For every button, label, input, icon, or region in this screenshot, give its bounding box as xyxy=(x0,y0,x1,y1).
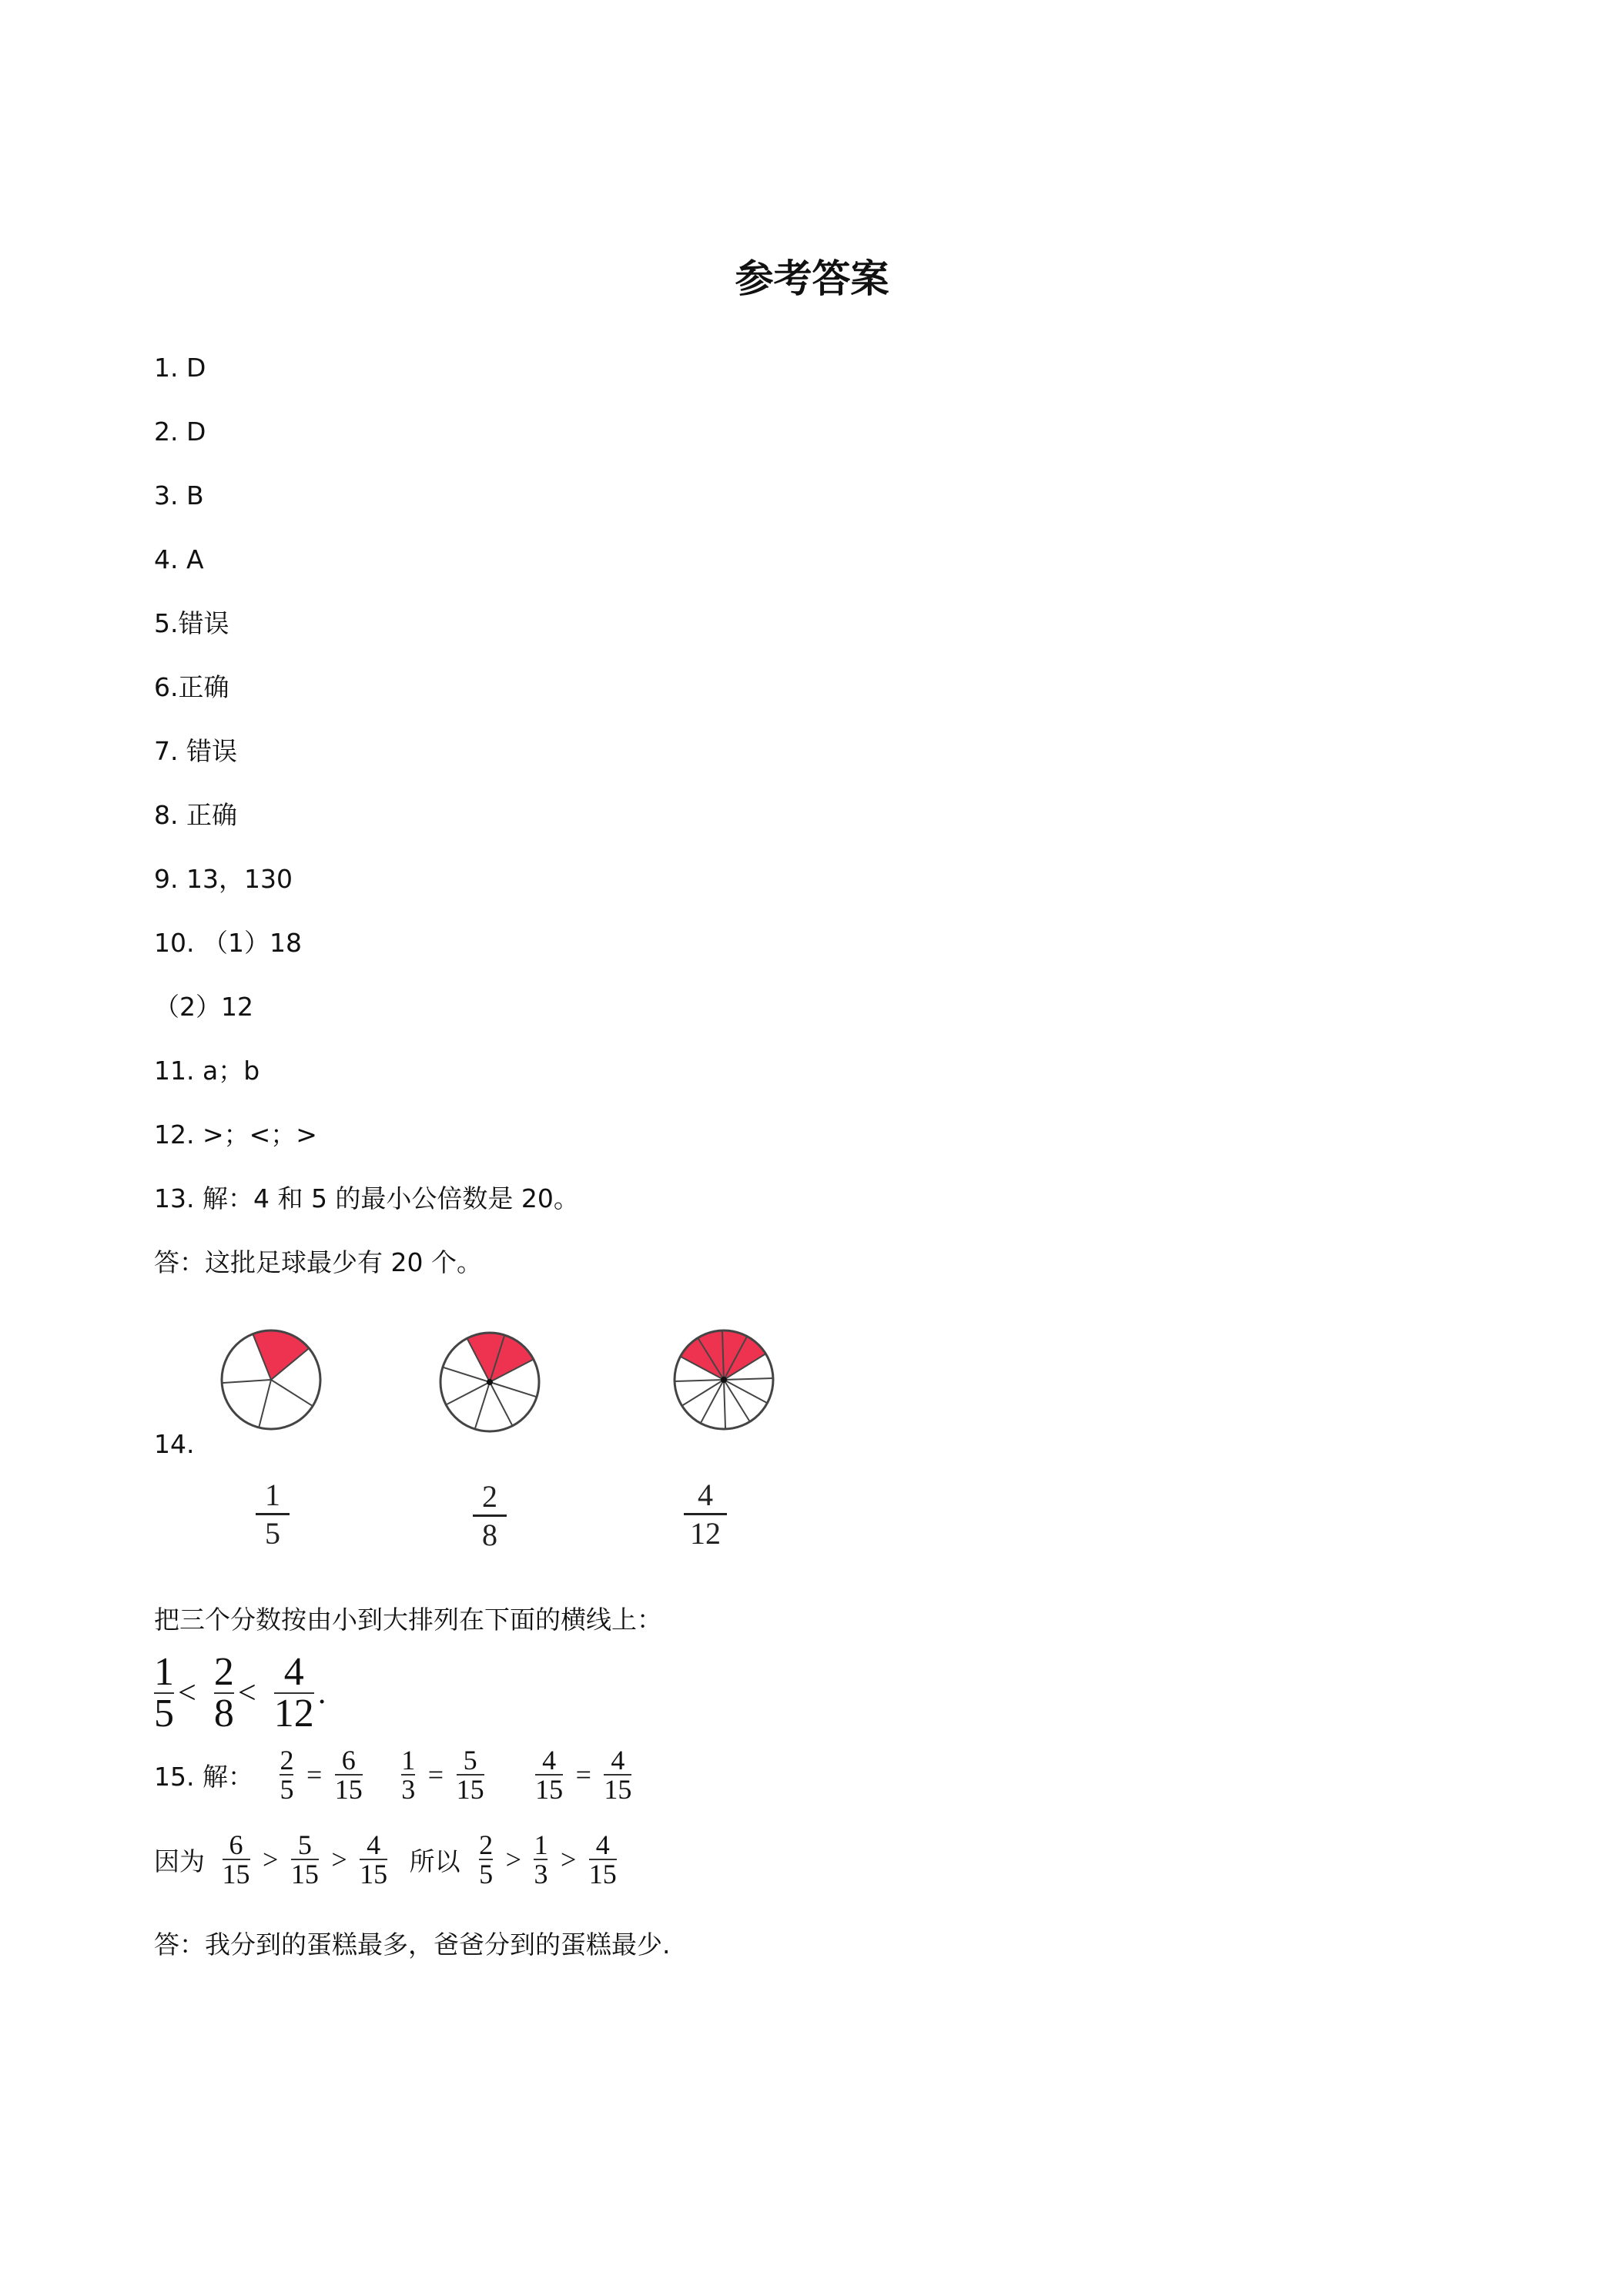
greater-than-sign: > xyxy=(560,1844,577,1875)
numerator: 6 xyxy=(229,1829,243,1860)
fraction xyxy=(335,1746,363,1803)
numerator: 6 xyxy=(341,1745,356,1776)
pie-fifths xyxy=(217,1326,325,1434)
fraction xyxy=(589,1831,617,1888)
division-line xyxy=(259,1380,271,1427)
denominator: 5 xyxy=(265,1516,280,1551)
answer-line: 9. 13，130 xyxy=(154,864,293,894)
denominator: 15 xyxy=(360,1859,388,1889)
answer-line: 10. （1）18 xyxy=(154,928,302,958)
numerator: 2 xyxy=(213,1650,234,1694)
numerator: 1 xyxy=(534,1829,548,1860)
denominator: 12 xyxy=(690,1516,721,1551)
fraction-label xyxy=(473,1478,507,1553)
greater-than-sign: > xyxy=(331,1844,347,1875)
greater-than-sign: > xyxy=(505,1844,521,1875)
answer-line: 3. B xyxy=(154,480,204,510)
answer-line: 8. 正确 xyxy=(154,800,237,830)
numerator: 4 xyxy=(542,1745,557,1776)
numerator: 2 xyxy=(482,1479,497,1514)
fraction-label xyxy=(256,1477,290,1551)
so-label: 所以 xyxy=(409,1846,460,1876)
center-dot xyxy=(721,1377,727,1383)
fraction xyxy=(479,1831,493,1888)
fraction xyxy=(274,1652,314,1734)
answer-line: （2）12 xyxy=(154,992,253,1022)
denominator: 15 xyxy=(222,1859,250,1889)
q15-answer: 答：我分到的蛋糕最多，爸爸分到的蛋糕最少. xyxy=(154,1930,671,1960)
denominator: 5 xyxy=(479,1859,494,1889)
division-line xyxy=(724,1378,773,1380)
numerator: 2 xyxy=(479,1829,494,1860)
fraction xyxy=(534,1831,547,1888)
denominator: 3 xyxy=(401,1774,416,1805)
numerator: 1 xyxy=(401,1745,416,1776)
center-dot xyxy=(487,1379,493,1385)
fraction xyxy=(535,1746,563,1803)
numerator: 4 xyxy=(595,1829,610,1860)
denominator: 8 xyxy=(213,1692,234,1735)
fraction xyxy=(280,1746,293,1803)
q14-instruction: 把三个分数按由小到大排列在下面的横线上： xyxy=(154,1605,662,1635)
division-line xyxy=(271,1380,313,1406)
fraction xyxy=(457,1746,484,1803)
numerator: 5 xyxy=(463,1745,477,1776)
denominator: 12 xyxy=(273,1692,314,1735)
q15-label: 15. 解： xyxy=(154,1761,253,1792)
q14-label: 14. xyxy=(154,1429,195,1459)
answer-line: 12. >；<；> xyxy=(154,1120,317,1150)
numerator: 4 xyxy=(367,1829,381,1860)
answer-line: 4. A xyxy=(154,544,204,574)
numerator: 4 xyxy=(611,1745,625,1776)
answer-line: 1. D xyxy=(154,353,206,383)
numerator: 1 xyxy=(154,1650,174,1694)
numerator: 2 xyxy=(280,1745,294,1776)
denominator: 15 xyxy=(535,1774,564,1805)
answer-line: 5.错误 xyxy=(154,608,229,638)
fraction xyxy=(360,1831,387,1888)
because-label: 因为 xyxy=(154,1846,205,1876)
fraction xyxy=(154,1652,174,1734)
fraction xyxy=(604,1746,631,1803)
fraction xyxy=(401,1746,415,1803)
period: . xyxy=(317,1675,326,1711)
denominator: 8 xyxy=(482,1518,497,1552)
division-line xyxy=(675,1380,724,1381)
answer-line: 11. a；b xyxy=(154,1056,260,1086)
q15-solution xyxy=(154,1746,631,1803)
less-than-sign: < xyxy=(237,1675,256,1711)
answer-line: 答：这批足球最少有 20 个。 xyxy=(154,1247,482,1277)
page-title: 参考答案 xyxy=(735,256,889,301)
answer-line: 13. 解：4 和 5 的最小公倍数是 20。 xyxy=(154,1183,579,1213)
equals-sign: = xyxy=(427,1759,444,1790)
answer-line: 7. 错误 xyxy=(154,736,237,766)
less-than-sign: < xyxy=(178,1675,196,1711)
division-line xyxy=(724,1380,725,1429)
numerator: 1 xyxy=(265,1478,280,1512)
answer-line: 6.正确 xyxy=(154,672,229,702)
fraction xyxy=(291,1831,319,1888)
q14-ordered xyxy=(154,1650,326,1735)
fraction xyxy=(214,1652,234,1734)
greater-than-sign: > xyxy=(263,1844,279,1875)
denominator: 15 xyxy=(604,1774,632,1805)
denominator: 15 xyxy=(588,1859,617,1889)
denominator: 5 xyxy=(280,1774,294,1805)
pie-eighths xyxy=(436,1328,544,1436)
denominator: 5 xyxy=(154,1692,174,1735)
numerator: 4 xyxy=(283,1650,304,1694)
numerator: 5 xyxy=(297,1829,312,1860)
denominator: 15 xyxy=(290,1859,319,1889)
denominator: 15 xyxy=(456,1774,484,1805)
pie-twelfths xyxy=(670,1326,778,1434)
q15-comparison xyxy=(154,1831,617,1888)
answer-line: 2. D xyxy=(154,417,206,447)
numerator: 4 xyxy=(698,1478,713,1512)
division-line xyxy=(222,1380,271,1383)
denominator: 15 xyxy=(334,1774,363,1805)
equals-sign: = xyxy=(306,1759,323,1790)
fraction xyxy=(223,1831,250,1888)
fraction-label xyxy=(684,1477,727,1551)
denominator: 3 xyxy=(534,1859,548,1889)
equals-sign: = xyxy=(575,1759,591,1790)
